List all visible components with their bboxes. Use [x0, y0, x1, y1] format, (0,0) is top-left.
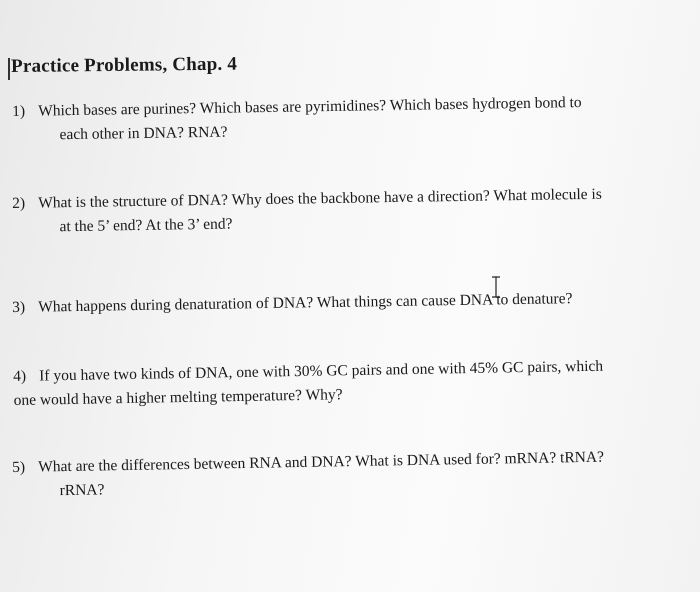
question-number: 5)	[12, 458, 26, 476]
question-number: 4)	[13, 367, 27, 385]
margin-line	[8, 58, 10, 80]
question-text-continued: each other in DNA? RNA?	[59, 123, 228, 144]
question-text-continued: at the 5’ end? At the 3’ end?	[59, 215, 233, 236]
question-number: 2)	[12, 194, 26, 212]
question-text: What happens during denaturation of DNA? What things can cause DNA to denature?	[38, 290, 573, 316]
question-text: Which bases are purines? Which bases are pyrimidines? Which bases hydrogen bond to	[38, 94, 582, 120]
question-4	[13, 355, 604, 413]
question-text: If you have two kinds of DNA, one with 30% GC pairs and one with 45% GC pairs, which	[39, 357, 604, 385]
question-2	[12, 183, 602, 240]
page-title: Practice Problems, Chap. 4	[11, 53, 238, 77]
question-text: What is the structure of DNA? Why does the backbone have a direction? What molecule is	[38, 185, 602, 212]
question-5	[12, 446, 605, 504]
question-number: 3)	[12, 298, 26, 316]
question-text: What are the differences between RNA and DNA? What is DNA used for? mRNA? tRNA?	[38, 448, 605, 476]
question-1	[12, 91, 582, 148]
question-text-continued: one would have a higher melting temperature? Why?	[13, 386, 343, 409]
text-cursor-icon	[489, 276, 503, 298]
question-number: 1)	[12, 102, 26, 120]
question-text-continued: rRNA?	[59, 481, 105, 500]
